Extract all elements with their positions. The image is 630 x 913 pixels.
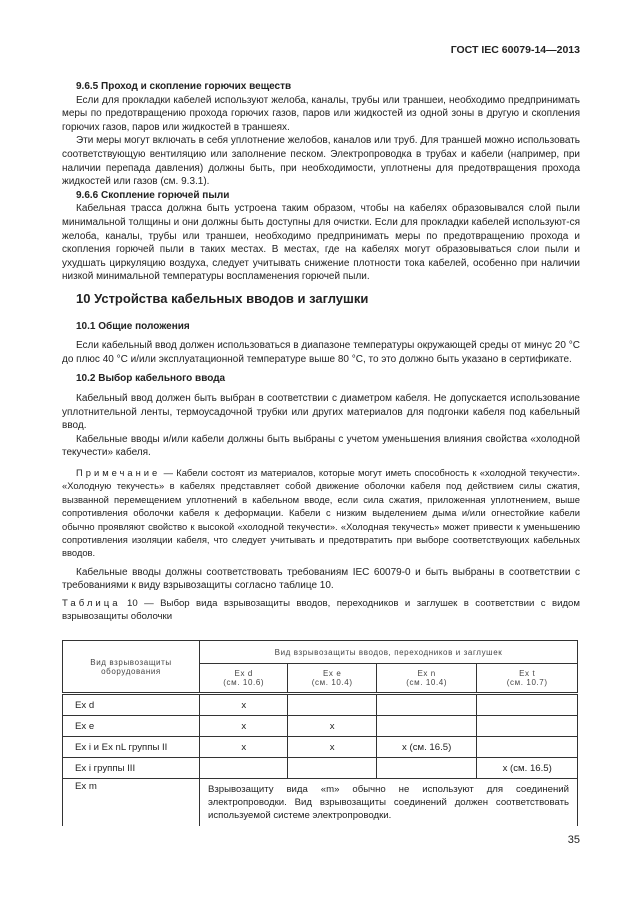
section-10: [62, 292, 580, 624]
paragraph: Кабельные вводы должны соответствовать требованиям IEC 60079-0 и быть выбраны в соответствии с требованиями к виду взрывозащиты согласно таблице 10.: [62, 566, 580, 592]
group-header: Вид взрывозащиты вводов, переходников и заглушек: [200, 641, 578, 664]
column-header: Ex n (см. 10.4): [376, 664, 477, 694]
section-heading: 9.6.5 Проход и скопление горючих веществ: [76, 81, 292, 92]
note-label: Примечание: [76, 466, 161, 478]
table-row: Ex i и Ex nL группы II x x x (см. 16.5): [63, 737, 578, 758]
caption-text: 10 — Выбор вида взрывозащиты вводов, переходников и заглушек в соответствии с видом взрывозащиты оболочки: [62, 597, 580, 623]
note: [62, 466, 580, 560]
column-header: Ex e (см. 10.4): [288, 664, 376, 694]
paragraph: Если кабельный ввод должен использоваться в диапазоне температуры окружающей среды от минус 20 °С до плюс 40 °С и/или эксплуатационной температуре выше 80 °С, то это должно быть указано в сертификате.: [62, 340, 580, 365]
paragraph: Кабельная трасса должна быть устроена таким образом, чтобы на кабелях образовывался слой пыли минимальной толщины и они должны быть доступны для очистки. Если для прокладки кабелей используют-ся желоба, каналы, трубы или траншеи, необходимо предпринимать меры по предотвращению прохода и скопления горючей пыли в таких местах. В местах, где на кабелях могут образовываться слои пыли и ухудшать циркуляцию воздуха, следует учитывать снижение плотности тока кабелей, особенно при наличии низкой минимальной температуры воспламенения горючей пыли.: [62, 203, 580, 283]
table-caption: [62, 597, 580, 624]
chapter-heading: 10 Устройства кабельных вводов и заглушки: [76, 291, 369, 306]
paragraph: Кабельные вводы и/или кабели должны быть выбраны с учетом уменьшения влияния свойства «холодной текучести» кабеля.: [62, 433, 580, 459]
caption-label: Таблица: [62, 597, 121, 609]
column-header: Вид взрывозащиты оборудования: [63, 641, 200, 694]
section-heading: 10.1 Общие положения: [76, 320, 190, 332]
document-header: ГОСТ IEC 60079-14—2013: [450, 44, 580, 56]
paragraph: Эти меры могут включать в себя уплотнение желобов, каналов или труб. Для траншей можно использовать соответствующую вентиляцию или заполнение песком. Электропроводка в трубах и кабели (например, при наличии перепада давления) должны быть, при необходимости, уплотнены для предотвращения прохода жидкостей или газов (см. 9.3.1).: [62, 135, 580, 188]
section-heading: 10.2 Выбор кабельного ввода: [76, 373, 226, 385]
table-row: Ex d x: [63, 694, 578, 716]
table-row: Ex i группы III x (см. 16.5): [63, 758, 578, 779]
paragraph: Если для прокладки кабелей используют желоба, каналы, трубы или траншеи, необходимо предпринимать меры по предотвращению прохода горючих газов, паров или жидкостей из одной зоны в другую и скопления горючих газов, паров или жидкостей в траншеях.: [62, 94, 580, 133]
column-header: Ex t (см. 10.7): [477, 664, 578, 694]
section-heading: 9.6.6 Скопление горючей пыли: [76, 189, 230, 201]
table-row: Ex m Взрывозащиту вида «m» обычно не используют для соединений электропроводки. Вид взрывозащиты соединений должен соответствовать используемой системе электропроводки.: [63, 779, 578, 827]
column-header: Ex d (см. 10.6): [200, 664, 288, 694]
page-number: 35: [567, 834, 580, 846]
table-10: [62, 640, 578, 826]
section-9-6: [62, 80, 580, 284]
table-row: Ex e x x: [63, 716, 578, 737]
note-text: — Кабели состоят из материалов, которые могут иметь способность к «холодной текучести». «Холодную текучесть» в кабелях представляет собой движение оболочки кабеля под действием силы сжатия, вызванной перемещением уплотнений в кабельном вводе, если сила сжатия, приложенная уплотнением, выше сопротивления оболочки кабеля к деформации. Кабели с низким выделением дыма и/или огнестойкие кабели обычно проявляют свойство к высокой «холодной текучести». «Холодная текучесть» может привести к уменьшению сопротивления изоляции кабеля, что следует учитывать и предотвратить при выборе соответствующих кабельных вводов.: [62, 466, 580, 559]
paragraph: Кабельный ввод должен быть выбран в соответствии с диаметром кабеля. Не допускается использование уплотнительной ленты, термоусадочной трубки или других материалов для подгонки кабеля под кабельный ввод.: [62, 392, 580, 432]
